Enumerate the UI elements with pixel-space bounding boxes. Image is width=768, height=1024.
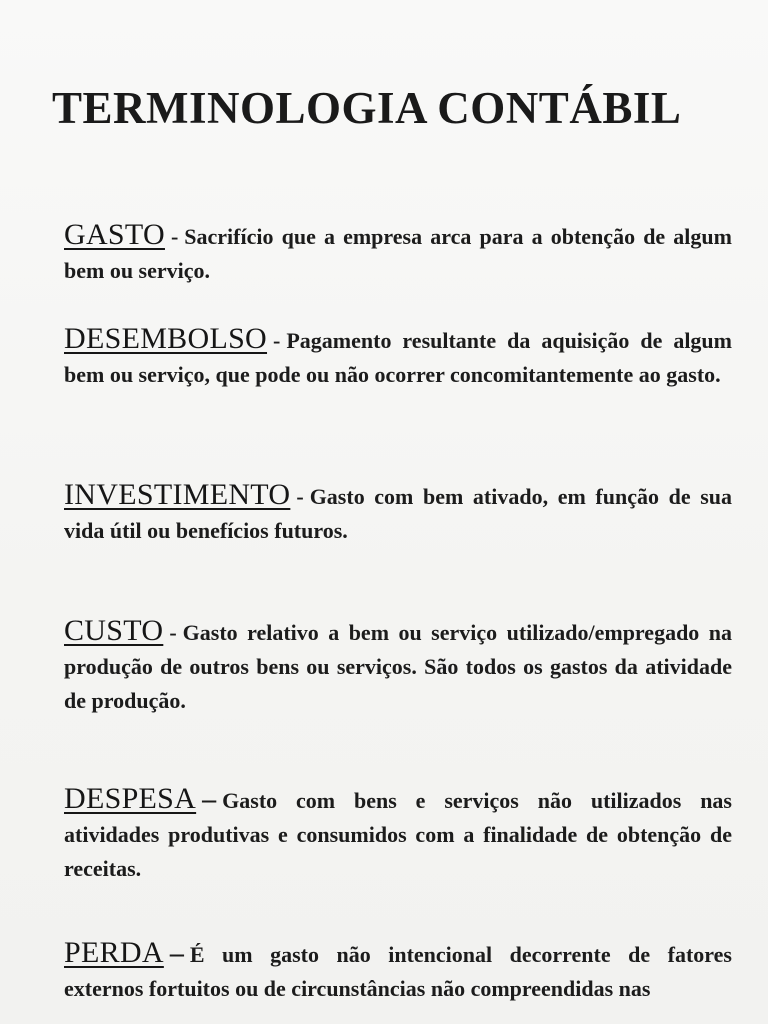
term-separator: –: [169, 938, 184, 969]
definition-entry-desembolso: [64, 322, 732, 392]
term-separator: -: [273, 328, 281, 353]
term-heading: CUSTO: [64, 614, 164, 647]
term-heading: GASTO: [64, 218, 165, 251]
definition-entry-perda: [64, 936, 732, 1006]
term-heading: DESPESA: [64, 782, 197, 815]
term-separator: –: [202, 784, 217, 815]
definition-entry-investimento: [64, 478, 732, 548]
term-definition: Pagamento resultante da aquisição de algum bem ou serviço, que pode ou não ocorrer concomitantemente ao gasto.: [64, 328, 732, 387]
term-separator: -: [169, 620, 177, 645]
term-definition: Sacrifício que a empresa arca para a obtenção de algum bem ou serviço.: [64, 224, 732, 283]
definition-entry-gasto: [64, 218, 732, 288]
term-heading: DESEMBOLSO: [64, 322, 268, 355]
definition-entry-despesa: [64, 782, 732, 886]
term-separator: -: [170, 224, 179, 249]
definition-entry-custo: [64, 614, 732, 718]
term-heading: INVESTIMENTO: [64, 478, 291, 511]
term-separator: -: [296, 484, 304, 509]
term-heading: PERDA: [64, 936, 164, 969]
term-definition: É um gasto não intencional decorrente de fatores externos fortuitos ou de circunstâncias não compreendidas nas: [64, 942, 732, 1001]
term-definition: Gasto relativo a bem ou serviço utilizado/empregado na produção de outros bens ou serviços. São todos os gastos da atividade de produção.: [64, 620, 732, 713]
term-definition: Gasto com bem ativado, em função de sua vida útil ou benefícios futuros.: [64, 484, 732, 543]
page-title: TERMINOLOGIA CONTÁBIL: [52, 83, 682, 133]
term-definition: Gasto com bens e serviços não utilizados nas atividades produtivas e consumidos com a finalidade de obtenção de receitas.: [64, 788, 732, 881]
